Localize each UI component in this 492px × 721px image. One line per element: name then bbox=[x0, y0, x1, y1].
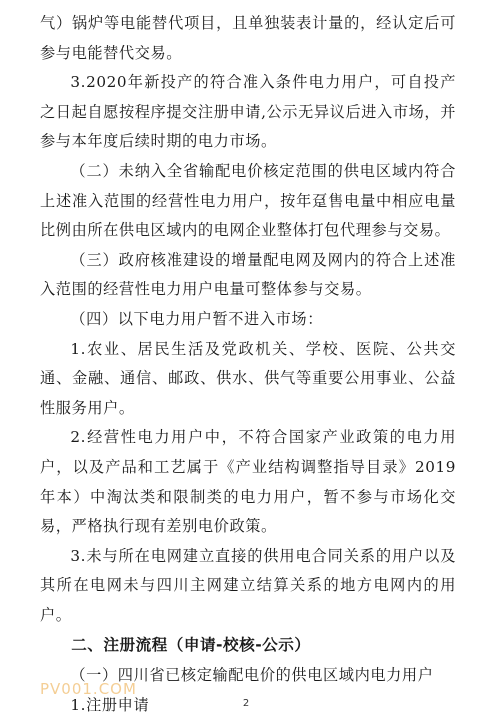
paragraph-section-4: （四）以下电力用户暂不进入市场： bbox=[70, 309, 323, 328]
paragraph-item-3-new-users: 3.2020年新投产的符合准入条件电力用户，可自投产之日起自愿按程序提交注册申请,公示无异议后进入市场，并参与本年度后续时期的电力市场。 bbox=[40, 73, 456, 151]
paragraph-subsection-1: （一）四川省已核定输配电价的供电区域内电力用户 bbox=[70, 666, 434, 685]
paragraph-section-2: （二）未纳入全省输配电价核定范围的供电区域内符合上述准入范围的经营性电力用户，按年趸售电量中相应电量比例由所在供电区域内的电网企业整体打包代理参与交易。 bbox=[40, 161, 456, 240]
paragraph-registration-application: 1.注册申请 bbox=[70, 696, 150, 715]
site-watermark: PV001.COM bbox=[40, 680, 137, 698]
paragraph-exclusion-3: 3.未与所在电网建立直接的供用电合同关系的用户以及其所在电网未与四川主网建立结算关系的地方电网内的用户。 bbox=[40, 546, 456, 624]
paragraph-exclusion-1: 1.农业、居民生活及党政机关、学校、医院、公共交通、金融、通信、邮政、供水、供气等重要公用事业、公益性服务用户。 bbox=[40, 339, 456, 417]
section-heading: 二、注册流程（申请-校核-公示） bbox=[71, 636, 311, 655]
page-number: 2 bbox=[242, 698, 250, 709]
paragraph-continuation: 气）锅炉等电能替代项目，且单独装表计量的，经认定后可参与电能替代交易。 bbox=[40, 14, 456, 62]
paragraph-section-3: （三）政府核准建设的增量配电网及网内的符合上述准入范围的经营性电力用户电量可整体参与交易。 bbox=[40, 250, 456, 299]
paragraph-exclusion-2: 2.经营性电力用户中，不符合国家产业政策的电力用户，以及产品和工艺属于《产业结构调整指导目录》2019年本）中淘汰类和限制类的电力用户，暂不参与市场化交易，严格执行现有差别电价政策。 bbox=[40, 428, 456, 536]
